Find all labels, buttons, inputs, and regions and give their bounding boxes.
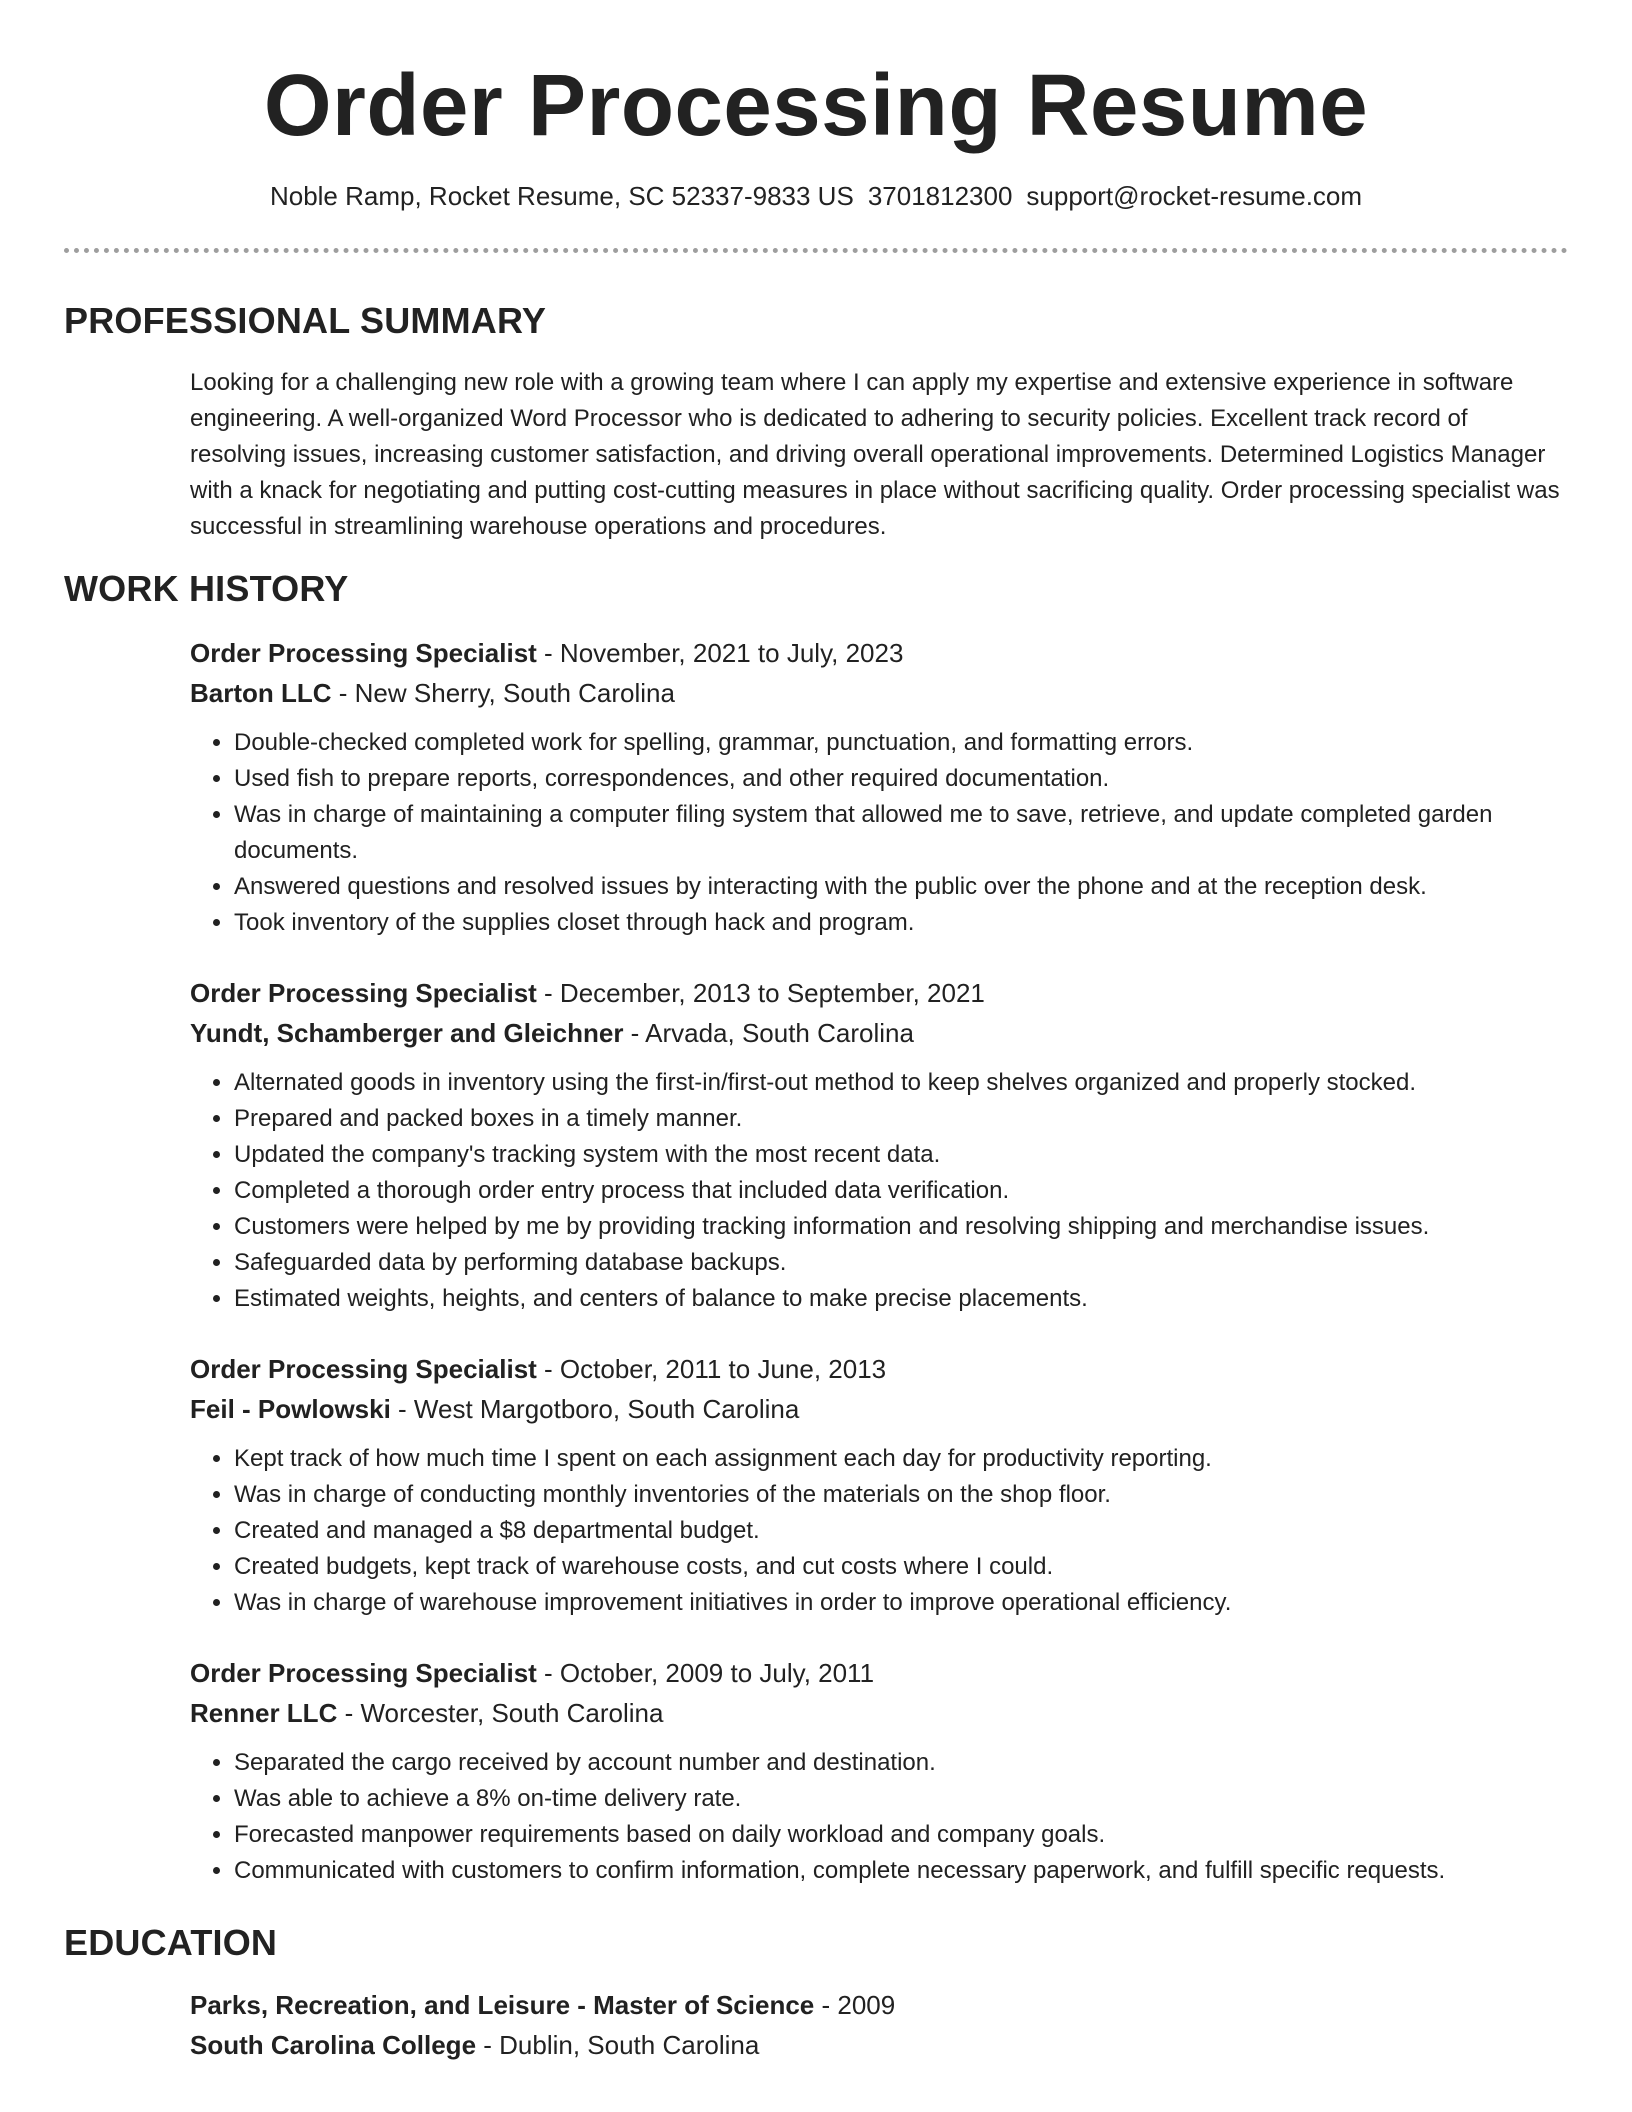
header-divider bbox=[64, 248, 1568, 253]
job-bullets bbox=[190, 1065, 1568, 1317]
summary-text: Looking for a challenging new role with a growing team where I can apply my expertise and extensive experience in software engineering. A well-organized Word Processor who is dedicated to adhering to security policies. Excellent track record of resolving issues, increasing customer satisfaction, and driving overall operational improvements. Determined Logistics Manager with a knack for negotiating and putting cost-cutting measures in place without sacrificing quality. Order processing specialist was successful in streamlining warehouse operations and procedures. bbox=[190, 369, 1560, 540]
job-bullet: • Created and managed a $8 departmental budget. bbox=[234, 1513, 1568, 1549]
resume-header bbox=[0, 0, 1632, 212]
job-location: - West Margotboro, South Carolina bbox=[390, 1394, 800, 1424]
job-location: - New Sherry, South Carolina bbox=[331, 678, 675, 708]
job-bullet: • Used fish to prepare reports, correspondences, and other required documentation. bbox=[234, 761, 1568, 797]
job-bullet: • Took inventory of the supplies closet through hack and program. bbox=[234, 905, 1568, 941]
job-title-line bbox=[190, 633, 1568, 673]
job-bullet: • Forecasted manpower requirements based on daily workload and company goals. bbox=[234, 1817, 1568, 1853]
job-company-line bbox=[190, 1389, 1568, 1429]
job-title-line bbox=[190, 1349, 1568, 1389]
contact-address: Noble Ramp, Rocket Resume, SC 52337-9833 US bbox=[269, 181, 854, 211]
job-title: Order Processing Specialist bbox=[190, 978, 537, 1008]
job-company-line bbox=[190, 1693, 1568, 1733]
job-bullet: • Customers were helped by me by providing tracking information and resolving shipping and merchandise issues. bbox=[234, 1209, 1568, 1245]
resume-title: Order Processing Resume bbox=[263, 57, 1369, 154]
job-company-line bbox=[190, 673, 1568, 713]
job-bullet: • Safeguarded data by performing database backups. bbox=[234, 1245, 1568, 1281]
job-bullets bbox=[190, 1441, 1568, 1621]
job-entry bbox=[190, 1349, 1568, 1621]
summary-heading: PROFESSIONAL SUMMARY bbox=[64, 300, 547, 341]
job-entry bbox=[190, 973, 1568, 1317]
job-location: - Arvada, South Carolina bbox=[623, 1018, 914, 1048]
school-name: South Carolina College bbox=[190, 2030, 477, 2060]
summary-section bbox=[64, 299, 1568, 545]
job-company-line bbox=[190, 1013, 1568, 1053]
work-history-section bbox=[64, 567, 1568, 1889]
school-line bbox=[190, 2025, 1568, 2065]
job-bullet: • Answered questions and resolved issues by interacting with the public over the phone and at the reception desk. bbox=[234, 869, 1568, 905]
job-title: Order Processing Specialist bbox=[190, 1354, 537, 1384]
job-dates: - October, 2011 to June, 2013 bbox=[536, 1354, 887, 1384]
job-dates: - October, 2009 to July, 2011 bbox=[536, 1658, 875, 1688]
job-bullet: • Double-checked completed work for spelling, grammar, punctuation, and formatting errors. bbox=[234, 725, 1568, 761]
degree: Parks, Recreation, and Leisure - Master of Science bbox=[190, 1990, 815, 2020]
work-history-heading: WORK HISTORY bbox=[64, 568, 349, 609]
job-bullet: • Separated the cargo received by account number and destination. bbox=[234, 1745, 1568, 1781]
job-bullet: • Was in charge of maintaining a computer filing system that allowed me to save, retrieve, and update completed garden documents. bbox=[234, 797, 1568, 869]
job-bullet: • Was in charge of warehouse improvement initiatives in order to improve operational efficiency. bbox=[234, 1585, 1568, 1621]
job-company: Barton LLC bbox=[190, 678, 332, 708]
degree-year: - 2009 bbox=[814, 1990, 896, 2020]
job-dates: - December, 2013 to September, 2021 bbox=[536, 978, 985, 1008]
job-company: Feil - Powlowski bbox=[190, 1394, 391, 1424]
contact-info bbox=[0, 180, 1632, 212]
job-bullets bbox=[190, 1745, 1568, 1889]
job-bullet: • Was able to achieve a 8% on-time delivery rate. bbox=[234, 1781, 1568, 1817]
job-bullet: • Prepared and packed boxes in a timely manner. bbox=[234, 1101, 1568, 1137]
job-bullet: • Alternated goods in inventory using the first-in/first-out method to keep shelves organized and properly stocked. bbox=[234, 1065, 1568, 1101]
job-company: Renner LLC bbox=[190, 1698, 338, 1728]
job-bullets bbox=[190, 725, 1568, 941]
school-location: - Dublin, South Carolina bbox=[476, 2030, 760, 2060]
contact-email: support@rocket-resume.com bbox=[1026, 181, 1363, 211]
job-bullet: • Was in charge of conducting monthly inventories of the materials on the shop floor. bbox=[234, 1477, 1568, 1513]
job-company: Yundt, Schamberger and Gleichner bbox=[190, 1018, 624, 1048]
job-location: - Worcester, South Carolina bbox=[337, 1698, 664, 1728]
education-heading: EDUCATION bbox=[64, 1922, 278, 1963]
job-title: Order Processing Specialist bbox=[190, 638, 537, 668]
job-entry bbox=[190, 633, 1568, 941]
degree-line bbox=[190, 1985, 1568, 2025]
job-title-line bbox=[190, 1653, 1568, 1693]
job-title-line bbox=[190, 973, 1568, 1013]
education-section bbox=[64, 1921, 1568, 2065]
contact-phone: 3701812300 bbox=[867, 181, 1013, 211]
job-bullet: • Estimated weights, heights, and centers of balance to make precise placements. bbox=[234, 1281, 1568, 1317]
education-entry bbox=[190, 1985, 1568, 2065]
job-entry bbox=[190, 1653, 1568, 1889]
job-title: Order Processing Specialist bbox=[190, 1658, 537, 1688]
job-bullet: • Updated the company's tracking system with the most recent data. bbox=[234, 1137, 1568, 1173]
job-bullet: • Created budgets, kept track of warehouse costs, and cut costs where I could. bbox=[234, 1549, 1568, 1585]
job-bullet: • Communicated with customers to confirm information, complete necessary paperwork, and fulfill specific requests. bbox=[234, 1853, 1568, 1889]
job-bullet: • Kept track of how much time I spent on each assignment each day for productivity reporting. bbox=[234, 1441, 1568, 1477]
job-dates: - November, 2021 to July, 2023 bbox=[536, 638, 904, 668]
job-bullet: • Completed a thorough order entry process that included data verification. bbox=[234, 1173, 1568, 1209]
